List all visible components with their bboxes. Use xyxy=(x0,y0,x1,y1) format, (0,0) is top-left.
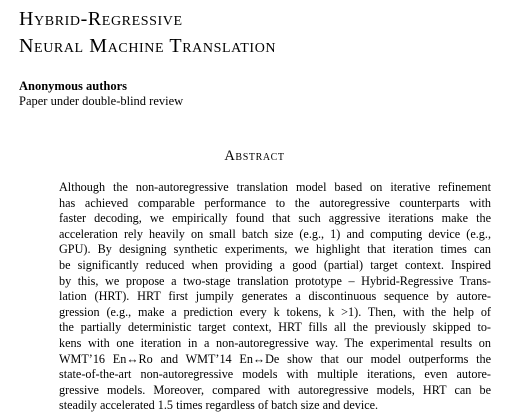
review-note: Paper under double-blind review xyxy=(19,94,184,108)
title-line-1: Hybrid-Regressive xyxy=(19,8,183,30)
abstract-line: Although the non-autoregressive translation model based on iterative refinement xyxy=(59,180,491,194)
abstract-line: the partially deterministic target context, HRT fills all the previously skipped to- xyxy=(59,320,491,335)
abstract-body xyxy=(59,180,491,414)
paper-title xyxy=(19,6,276,60)
abstract-line: acceleration rely heavily on small batch size (e.g., 1) and computing device (e.g., xyxy=(59,226,491,241)
abstract-line: steadily accelerated 1.5 times regardless of batch size and device. xyxy=(59,398,379,413)
abstract-line: gressive models. Moreover, compared with autoregressive models, HRT can be xyxy=(59,382,491,397)
abstract-line: WMT’16 En↔Ro and WMT’14 En↔De show that our model outperforms the xyxy=(59,351,491,366)
abstract-line: be significantly reduced when providing a good (partial) target context. Inspired xyxy=(59,257,491,272)
abstract-line: has achieved comparable performance to the autoregressive counterparts with xyxy=(59,195,491,210)
author-line: Anonymous authors xyxy=(19,79,128,93)
abstract-line: GPU). By designing synthetic experiments, we highlight that iteration times can xyxy=(59,242,491,257)
abstract-heading: Abstract xyxy=(224,148,285,164)
abstract-line: kens with one iteration in a non-autoregressive way. The experimental results on xyxy=(59,335,491,350)
abstract-line: faster decoding, we empirically found that such aggressive iterations make the xyxy=(59,211,491,226)
abstract-line: gression (e.g., make a prediction every k tokens, k >1). Then, with the help of xyxy=(59,304,491,319)
abstract-line: lation (HRT). HRT first jumpily generates a discontinuous sequence by autore- xyxy=(59,289,491,304)
title-line-2: Neural Machine Translation xyxy=(19,35,277,57)
abstract-line: state-of-the-art non-autoregressive models with multiple iterations, even autore- xyxy=(59,367,491,382)
abstract-line: by this, we propose a two-stage translation prototype – Hybrid-Regressive Trans- xyxy=(59,273,491,288)
